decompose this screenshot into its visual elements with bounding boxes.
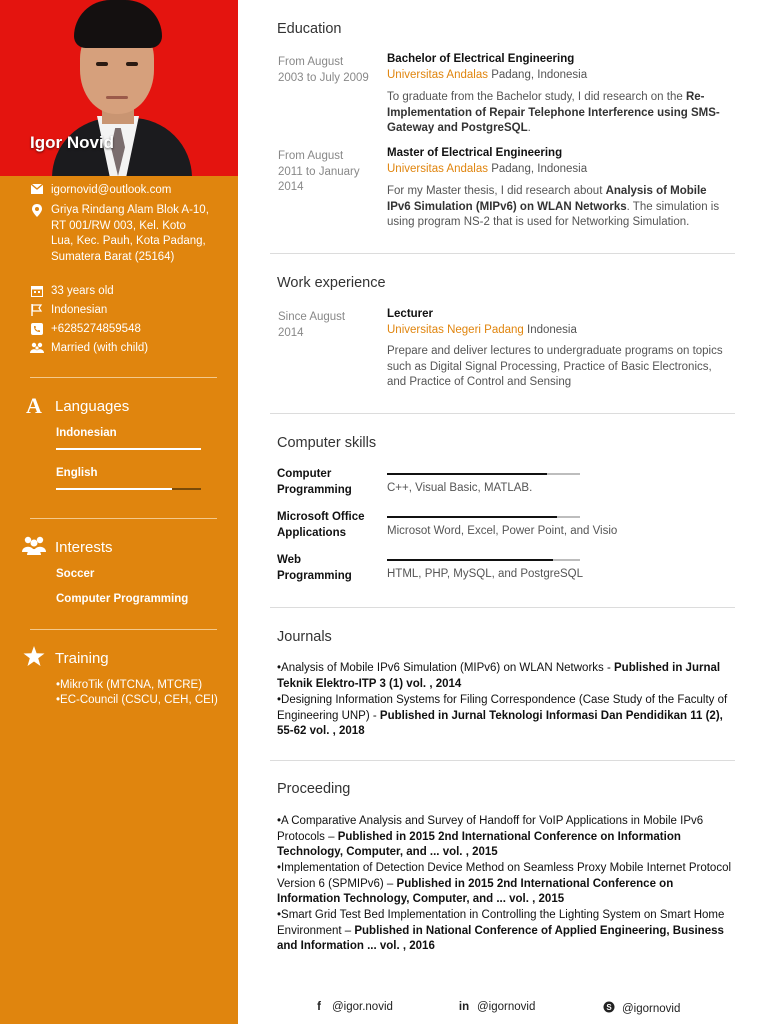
sidebar-divider	[30, 629, 217, 630]
employer-link[interactable]: Universitas Negeri Padang	[387, 324, 524, 336]
sidebar-divider	[30, 377, 217, 378]
proceeding-item: •Implementation of Detection Device Method on Seamless Proxy Mobile Internet Protocol Version 6 (SPMIPv6) – Published in 2015 2nd International Conference on Information Technology, Computer, and ... vol. , 2015	[277, 862, 732, 905]
work-title: Lecturer	[387, 308, 434, 320]
education-desc: For my Master thesis, I did research about Analysis of Mobile IPv6 Simulation (MIPv6) on WLAN Networks. The simulation is using program NS-2 that is used for Networking Simulation.	[387, 185, 720, 228]
university-link[interactable]: Universitas Andalas	[387, 163, 488, 175]
section-divider	[270, 607, 735, 608]
language-level-bar	[56, 448, 201, 450]
training-item: •MikroTik (MTCNA, MTCRE)	[56, 679, 203, 691]
education-org: Universitas Andalas Padang, Indonesia	[387, 69, 588, 81]
language-item: Indonesian	[56, 427, 117, 439]
skill-level-bar	[387, 473, 580, 475]
section-divider	[270, 413, 735, 414]
people-icon	[22, 535, 46, 559]
education-title: Master of Electrical Engineering	[387, 147, 563, 159]
education-desc: To graduate from the Bachelor study, I did research on the Re-Implementation of Repair Telephone Interference using SMS-Gateway and PostgreSQL.	[387, 91, 720, 134]
journals-heading: Journals	[277, 629, 332, 645]
proceeding-item: •Smart Grid Test Bed Implementation in Controlling the Lighting System on Smart Home Environment – Published in National Conference of Applied Engineering, Business and Information ... vol. , 2016	[277, 909, 725, 952]
work-org: Universitas Negeri Padang Indonesia	[387, 324, 577, 336]
education-date: From August 2003 to July 2009	[278, 56, 369, 84]
section-divider	[270, 253, 735, 254]
journal-item: •Designing Information Systems for Filing Correspondence (Case Study of the Faculty of Engineering UNP) - Published in Jurnal Teknologi Informasi Dan Pendidikan 11 (2), 55-62 vol. , 2018	[277, 694, 728, 737]
training-item: •EC-Council (CSCU, CEH, CEI)	[56, 694, 218, 706]
facebook-link[interactable]: f @igor.novid	[312, 1001, 393, 1013]
education-title: Bachelor of Electrical Engineering	[387, 53, 575, 65]
education-org: Universitas Andalas Padang, Indonesia	[387, 163, 588, 175]
interest-item: Soccer	[56, 568, 95, 580]
education-heading: Education	[277, 21, 342, 37]
main-content	[270, 0, 735, 1024]
skill-level-bar	[387, 559, 580, 561]
proceeding-heading: Proceeding	[277, 781, 351, 797]
envelope-icon	[30, 184, 44, 197]
interest-item: Computer Programming	[56, 593, 189, 605]
education-date: From August 2011 to January 2014	[278, 150, 360, 193]
language-level-bar	[56, 488, 201, 490]
language-item: English	[56, 467, 98, 479]
map-pin-icon	[30, 204, 44, 217]
skill-label: Computer Programming	[277, 468, 352, 496]
letter-a-icon: A	[26, 393, 42, 418]
linkedin-link[interactable]: in @igornovid	[458, 1001, 536, 1013]
family-icon	[30, 342, 44, 355]
flag-icon	[30, 304, 44, 317]
work-desc: Prepare and deliver lectures to undergraduate programs on topics such as Digital Signal Processing, Practice of Basic Electronics, and Practice of Control and Sensing	[387, 345, 723, 388]
work-heading: Work experience	[277, 275, 386, 291]
skills-heading: Computer skills	[277, 435, 377, 451]
skill-label: Web Programming	[277, 554, 352, 582]
work-date: Since August 2014	[278, 311, 346, 339]
profile-name: Igor Novid	[30, 133, 115, 152]
skill-desc: Microsot Word, Excel, Power Point, and Visio	[387, 525, 618, 537]
skill-desc: HTML, PHP, MySQL, and PostgreSQL	[387, 568, 584, 580]
phone-icon	[30, 323, 44, 336]
section-divider	[270, 760, 735, 761]
skill-label: Microsoft Office Applications	[277, 511, 365, 539]
sidebar-divider	[30, 518, 217, 519]
sidebar: Igor Novid igornovid@outlook.com Griya Rindang Alam Blok A-10, RT 001/RW 003, Kel. Koto Lua, Kec. Pauh, Kota Padang, Sumatera Barat (25164) 33 years old Indonesian +6285274859548 Married (with child) A Languages Indonesian English Interests Soccer Computer Programming Training •MikroTik (MTCNA, MTCRE) •EC-Council (CSCU, CEH, CEI)	[0, 0, 238, 1024]
university-link[interactable]: Universitas Andalas	[387, 69, 488, 81]
journal-item: •Analysis of Mobile IPv6 Simulation (MIPv6) on WLAN Networks - Published in Jurnal Teknik Elektro-ITP 3 (1) vol. , 2014	[277, 662, 721, 690]
skype-link[interactable]: S @igornovid	[602, 1001, 680, 1015]
skill-desc: C++, Visual Basic, MATLAB.	[387, 482, 533, 494]
skill-level-bar	[387, 516, 580, 518]
facebook-icon: f	[317, 1001, 321, 1013]
linkedin-icon: in	[458, 1001, 470, 1013]
proceeding-item: •A Comparative Analysis and Survey of Handoff for VoIP Applications in Mobile IPv6 Protocols – Published in 2015 2nd International Conference on Information Technology, Computer, and ... vol. , 2015	[277, 815, 704, 858]
svg-text:S: S	[606, 1003, 612, 1012]
star-icon	[22, 646, 46, 670]
calendar-icon	[30, 285, 44, 298]
skype-icon	[602, 1001, 616, 1015]
